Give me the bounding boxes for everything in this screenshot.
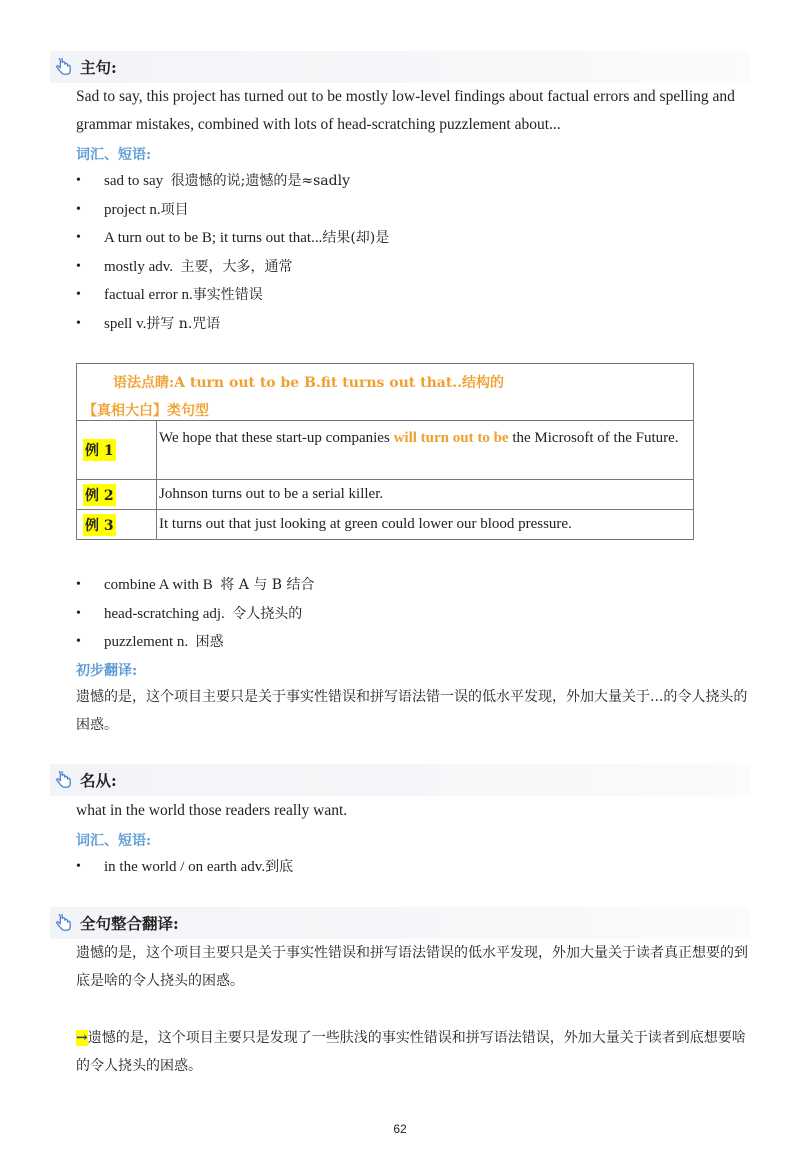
main-clause-header	[50, 51, 750, 83]
list-item: • sad to say 很遗憾的说;遗憾的是≈sadly	[76, 167, 389, 196]
page-number: 62	[393, 1122, 407, 1136]
list-item: • spell v.拼写 n.咒语	[76, 310, 389, 339]
noun-clause-header	[50, 764, 750, 796]
example-label: 例 3	[83, 514, 116, 536]
revised-translation	[76, 1024, 756, 1080]
arrow-icon: →	[76, 1030, 88, 1046]
example-row	[77, 421, 693, 480]
example-label: 例 2	[83, 484, 116, 506]
pointing-hand-icon	[54, 58, 72, 76]
vocab-title: 词汇、短语:	[76, 147, 152, 163]
full-translation-header	[50, 907, 750, 939]
main-clause-sentence: Sad to say, this project has turned out to be mostly low-level findings about factual errors and spelling and grammar mistakes, combined with lots of head-scratching puzzlement about...	[76, 88, 735, 133]
example-label: 例 1	[83, 439, 116, 461]
full-translation-text: 遗憾的是，这个项目主要只是关于事实性错误和拼写语法错误的低水平发现，外加大量关于读者真正想要的到底是啥的令人挠头的困惑。	[76, 945, 748, 989]
list-item: • A turn out to be B; it turns out that...结果(却)是	[76, 224, 389, 253]
example-text: We hope that these start-up companies will turn out to be the Microsoft of the Future.	[159, 430, 679, 446]
pointing-hand-icon	[54, 771, 72, 789]
draft-translation-title: 初步翻译:	[76, 663, 138, 679]
revised-translation-text: 遗憾的是，这个项目主要只是发现了一些肤浅的事实性错误和拼写语法错误，外加大量关于读者到底想要啥的令人挠头的困惑。	[76, 1030, 746, 1074]
pointing-hand-icon	[54, 914, 72, 932]
example-row	[77, 480, 693, 510]
grammar-box-header	[77, 364, 693, 421]
grammar-box	[76, 363, 694, 540]
list-item: • mostly adv. 主要，大多，通常	[76, 253, 389, 282]
example-text: Johnson turns out to be a serial killer.	[159, 486, 384, 502]
draft-translation-text: 遗憾的是，这个项目主要只是关于事实性错误和拼写语法错一误的低水平发现，外加大量关于...的令人挠头的困惑。	[76, 689, 748, 733]
vocab-title: 词汇、短语:	[76, 833, 152, 849]
list-item: • in the world / on earth adv.到底	[76, 853, 293, 882]
list-item: • factual error n.事实性错误	[76, 281, 389, 310]
noun-clause-heading: 名从:	[80, 771, 117, 790]
noun-clause-sentence: what in the world those readers really want.	[76, 802, 348, 819]
list-item: • combine A with B 将 A 与 B 结合	[76, 571, 314, 600]
example-row	[77, 510, 693, 539]
main-clause-heading: 主句:	[80, 58, 117, 77]
noun-vocab-list	[76, 853, 293, 882]
grammar-box-title: 语法点睛:A turn out to be B.fit turns out that..结构的	[113, 375, 505, 391]
list-item: • project n.项目	[76, 196, 389, 225]
example-highlight: will turn out to be	[393, 430, 509, 446]
list-item: • puzzlement n. 困惑	[76, 628, 314, 657]
example-text: It turns out that just looking at green could lower our blood pressure.	[159, 516, 572, 532]
grammar-box-subtitle: 【真相大白】类句型	[83, 403, 209, 419]
list-item: • head-scratching adj. 令人挠头的	[76, 600, 314, 629]
more-vocab-list	[76, 571, 314, 657]
vocab-list	[76, 167, 389, 339]
full-translation-heading: 全句整合翻译:	[80, 914, 179, 933]
